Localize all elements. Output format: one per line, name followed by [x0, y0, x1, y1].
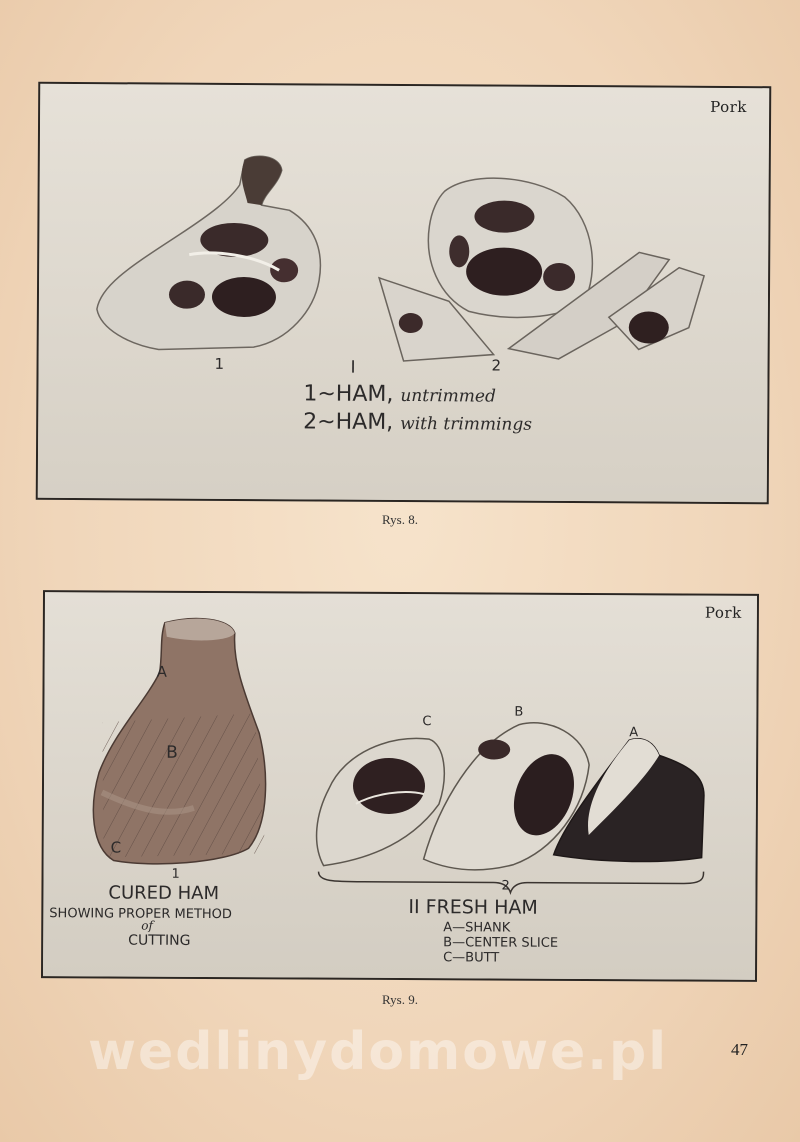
legend-desc-1: untrimmed [400, 385, 496, 407]
legend-line-1 [303, 381, 496, 407]
item-number-2: 2 [491, 356, 502, 375]
fresh-ham-title: II FRESH HAM [408, 896, 538, 919]
legend-line-2 [303, 409, 532, 435]
cured-ham-title: CURED HAM [108, 882, 220, 905]
legend-name-2: HAM, [335, 409, 394, 435]
legend-num-2: 2~ [303, 409, 336, 435]
legend-num-1: 1~ [303, 381, 336, 407]
cured-ham-subtitle-1: SHOWING PROPER METHOD [49, 906, 232, 923]
fresh-letter-c: C [422, 714, 432, 730]
fresh-item-shank: A—SHANK [443, 920, 511, 936]
pork-corner-label: Pork [710, 97, 747, 117]
roman-numeral: I [350, 357, 356, 378]
cured-letter-a: A [156, 662, 167, 681]
pork-corner-label-2: Pork [704, 603, 742, 622]
legend-desc-2: with trimmings [400, 413, 533, 435]
cured-letter-b: B [166, 742, 178, 763]
photo-plate-ham-untrimmed [36, 82, 772, 504]
cured-ham-of: of [141, 918, 153, 933]
page-number: 47 [731, 1040, 748, 1059]
fresh-letter-b: B [514, 704, 524, 720]
fresh-item-center-slice: B—CENTER SLICE [443, 935, 559, 951]
figure-caption-rys-9: Rys. 9. [382, 992, 418, 1007]
fresh-number: 2 [501, 878, 510, 894]
site-watermark: wedlinydomowe.pl [88, 1022, 669, 1082]
ham-photo-illustration [38, 84, 770, 502]
cured-ham-subtitle-2: CUTTING [128, 932, 191, 949]
cured-letter-c: C [110, 838, 122, 857]
cured-number: 1 [171, 866, 180, 882]
fresh-letter-a: A [629, 725, 639, 741]
item-number-1: 1 [214, 354, 225, 373]
legend-name-1: HAM, [335, 381, 394, 407]
figure-caption-rys-8: Rys. 8. [382, 512, 418, 527]
fresh-item-butt: C—BUTT [443, 950, 500, 966]
photo-plate-cured-fresh-ham [41, 590, 759, 982]
